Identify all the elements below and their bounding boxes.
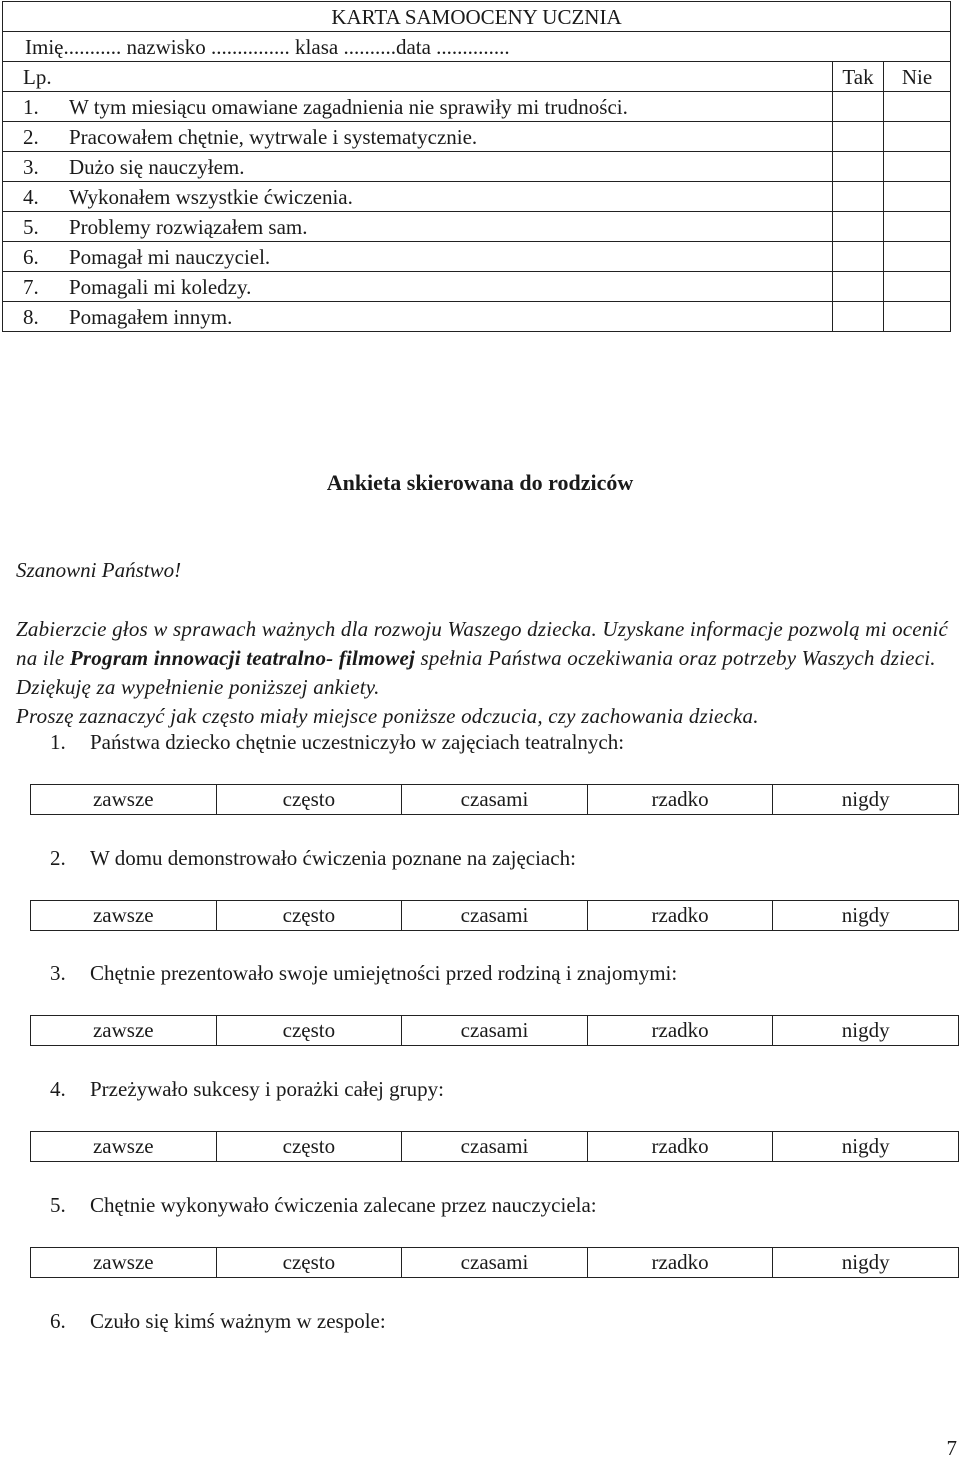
option-zawsze[interactable]: zawsze [31, 785, 217, 815]
question-num: 6. [50, 1309, 66, 1333]
answer-scale [30, 1247, 959, 1278]
header-tak: Tak [833, 62, 884, 92]
answer-scale [30, 1015, 959, 1046]
table-row [3, 182, 951, 212]
item-num: 6. [3, 242, 70, 272]
question-text: Czuło się kimś ważnym w zespole: [90, 1309, 386, 1333]
self-assessment-title: KARTA SAMOOCENY UCZNIA [3, 2, 951, 32]
question-num: 2. [50, 846, 66, 870]
tak-cell[interactable] [833, 92, 884, 122]
option-nigdy[interactable]: nigdy [773, 1016, 959, 1046]
option-rzadko[interactable]: rzadko [587, 1132, 773, 1162]
option-rzadko[interactable]: rzadko [587, 1016, 773, 1046]
option-czasami[interactable]: czasami [402, 1016, 588, 1046]
nie-cell[interactable] [884, 182, 951, 212]
question [50, 1193, 597, 1218]
option-nigdy[interactable]: nigdy [773, 785, 959, 815]
intro-text-2: spełnia Państwa oczekiwania oraz potrzeby Waszych dzieci. Dziękuję za wypełnienie poniższej ankiety. [16, 646, 936, 699]
question-text: Chętnie prezentowało swoje umiejętności przed rodziną i znajomymi: [90, 961, 678, 985]
tak-cell[interactable] [833, 122, 884, 152]
header-question [69, 62, 833, 92]
item-num: 8. [3, 302, 70, 332]
table-row [3, 212, 951, 242]
intro-text-1: Zabierzcie głos w sprawach ważnych dla rozwoju Waszego dziecka. Uzyskane informacje pozwolą mi ocenić na ile [16, 617, 949, 670]
table-row [3, 152, 951, 182]
nie-cell[interactable] [884, 242, 951, 272]
tak-cell[interactable] [833, 242, 884, 272]
tak-cell[interactable] [833, 212, 884, 242]
question-text: Państwa dziecko chętnie uczestniczyło w zajęciach teatralnych: [90, 730, 625, 754]
table-row [3, 272, 951, 302]
item-text: W tym miesiącu omawiane zagadnienia nie sprawiły mi trudności. [69, 92, 833, 122]
nie-cell[interactable] [884, 212, 951, 242]
header-num: Lp. [3, 62, 70, 92]
header-nie: Nie [884, 62, 951, 92]
option-czasami[interactable]: czasami [402, 1248, 588, 1278]
option-rzadko[interactable]: rzadko [587, 901, 773, 931]
survey-intro [16, 615, 956, 731]
question [50, 1309, 386, 1334]
option-czasami[interactable]: czasami [402, 1132, 588, 1162]
table-row [3, 302, 951, 332]
item-text: Pomagał mi nauczyciel. [69, 242, 833, 272]
item-text: Dużo się nauczyłem. [69, 152, 833, 182]
table-row [3, 122, 951, 152]
question-num: 1. [50, 730, 66, 754]
item-text: Pracowałem chętnie, wytrwale i systematycznie. [69, 122, 833, 152]
item-num: 1. [3, 92, 70, 122]
nie-cell[interactable] [884, 92, 951, 122]
option-czesto[interactable]: często [216, 785, 402, 815]
option-nigdy[interactable]: nigdy [773, 1132, 959, 1162]
answer-scale [30, 1131, 959, 1162]
nie-cell[interactable] [884, 152, 951, 182]
nie-cell[interactable] [884, 302, 951, 332]
answer-scale [30, 784, 959, 815]
item-num: 4. [3, 182, 70, 212]
question [50, 961, 677, 986]
nie-cell[interactable] [884, 272, 951, 302]
option-nigdy[interactable]: nigdy [773, 1248, 959, 1278]
table-row [3, 242, 951, 272]
question [50, 846, 576, 871]
survey-title: Ankieta skierowana do rodziców [326, 470, 634, 495]
item-text: Pomagałem innym. [69, 302, 833, 332]
option-zawsze[interactable]: zawsze [31, 901, 217, 931]
option-czesto[interactable]: często [216, 1132, 402, 1162]
item-num: 7. [3, 272, 70, 302]
item-text: Problemy rozwiązałem sam. [69, 212, 833, 242]
option-czasami[interactable]: czasami [402, 901, 588, 931]
option-rzadko[interactable]: rzadko [587, 1248, 773, 1278]
student-info-line: Imię........... nazwisko ............... klasa ..........data .............. [3, 32, 951, 62]
tak-cell[interactable] [833, 302, 884, 332]
option-zawsze[interactable]: zawsze [31, 1248, 217, 1278]
greeting: Szanowni Państwo! [16, 558, 182, 582]
answer-scale [30, 900, 959, 931]
question-num: 3. [50, 961, 66, 985]
question-text: Przeżywało sukcesy i porażki całej grupy: [90, 1077, 444, 1101]
tak-cell[interactable] [833, 272, 884, 302]
item-num: 5. [3, 212, 70, 242]
item-num: 3. [3, 152, 70, 182]
option-zawsze[interactable]: zawsze [31, 1132, 217, 1162]
question-text: W domu demonstrowało ćwiczenia poznane na zajęciach: [90, 846, 576, 870]
intro-text-3: Proszę zaznaczyć jak często miały miejsce poniższe odczucia, czy zachowania dziecka. [16, 704, 759, 728]
nie-cell[interactable] [884, 122, 951, 152]
question [50, 730, 624, 755]
tak-cell[interactable] [833, 152, 884, 182]
option-czasami[interactable]: czasami [402, 785, 588, 815]
option-czesto[interactable]: często [216, 901, 402, 931]
item-num: 2. [3, 122, 70, 152]
question [50, 1077, 444, 1102]
table-row [3, 92, 951, 122]
option-czesto[interactable]: często [216, 1016, 402, 1046]
option-czesto[interactable]: często [216, 1248, 402, 1278]
item-text: Pomagali mi koledzy. [69, 272, 833, 302]
question-num: 5. [50, 1193, 66, 1217]
program-name: Program innowacji teatralno- filmowej [69, 646, 416, 670]
page-number: 7 [946, 1436, 957, 1460]
item-text: Wykonałem wszystkie ćwiczenia. [69, 182, 833, 212]
question-text: Chętnie wykonywało ćwiczenia zalecane przez nauczyciela: [90, 1193, 597, 1217]
option-zawsze[interactable]: zawsze [31, 1016, 217, 1046]
question-num: 4. [50, 1077, 66, 1101]
self-assessment-table [2, 1, 951, 332]
option-nigdy[interactable]: nigdy [773, 901, 959, 931]
tak-cell[interactable] [833, 182, 884, 212]
option-rzadko[interactable]: rzadko [587, 785, 773, 815]
